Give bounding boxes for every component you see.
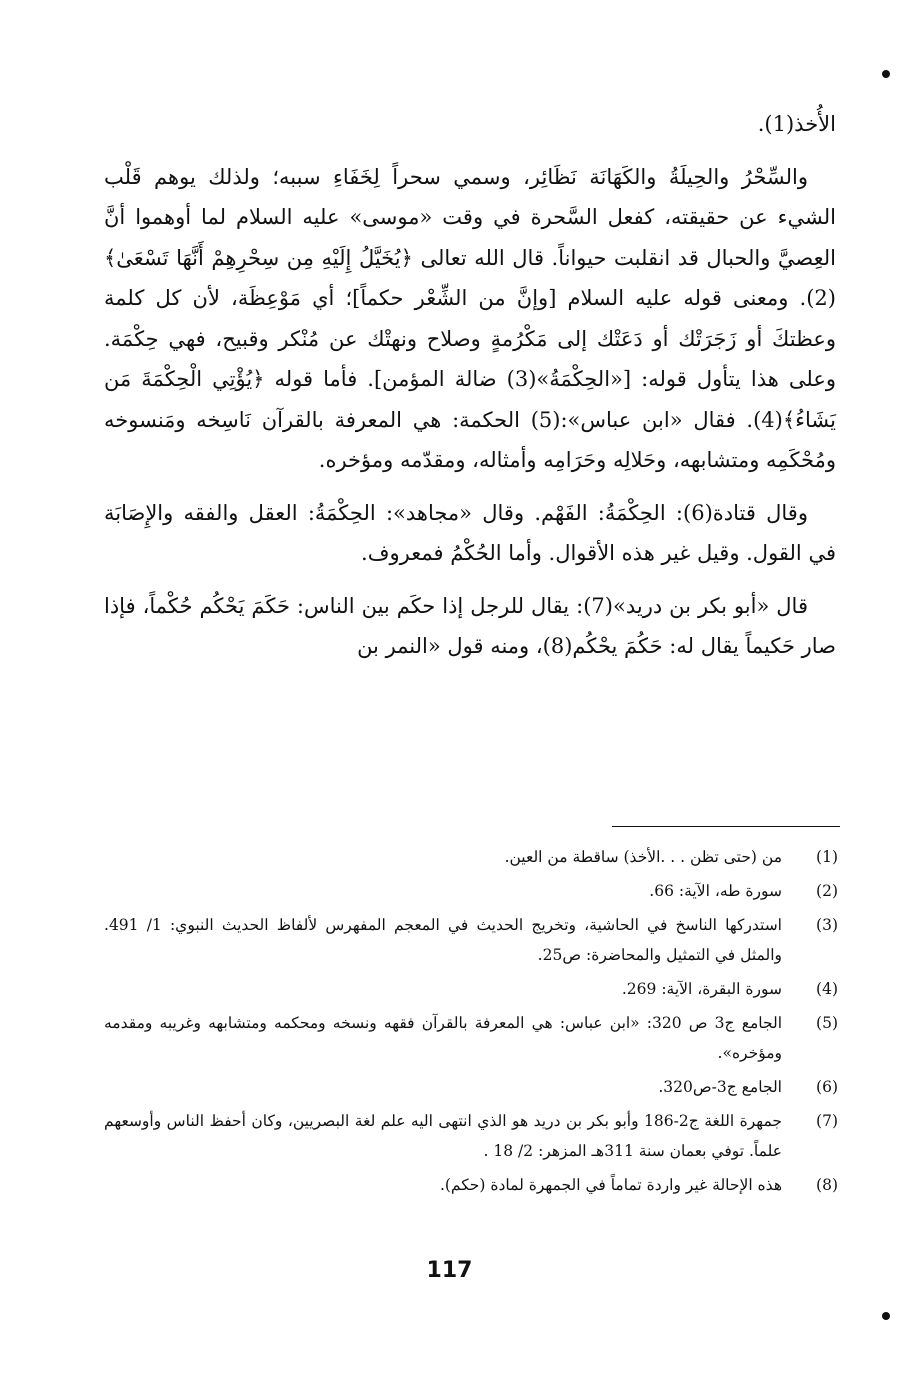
footnote-number: (7) (816, 1112, 838, 1130)
margin-dot-bottom (882, 1312, 890, 1320)
footnote-number: (1) (816, 848, 838, 866)
margin-dot-top (882, 70, 890, 78)
footnote (104, 1008, 838, 1068)
paragraph-ibn-durayd: قال «أبو بكر بن دريد»(7): يقال للرجل إذا حكَم بين الناس: حَكَمَ يَحْكُم حُكْماً، فإذا صار حَكيماً يقال له: حَكُمَ يحْكُم(8)، ومنه قول «النمر بن (104, 593, 836, 658)
footnote (104, 1170, 838, 1200)
footnote (104, 876, 838, 906)
footnote-number: (6) (816, 1078, 838, 1096)
page-number: 117 (426, 1258, 473, 1283)
footnote-number: (5) (816, 1014, 838, 1032)
footnote-text: هذه الإحالة غير واردة تماماً في الجمهرة لمادة (حكم). (439, 1176, 782, 1194)
footnote-number: (2) (816, 882, 838, 900)
footnote-text: سورة البقرة، الآية: 269. (621, 980, 782, 998)
paragraph-continuation: الأُخذ(1). (757, 112, 836, 136)
footnote (104, 974, 838, 1004)
footnote-number: (3) (816, 916, 838, 934)
footnote-text: الجامع ج3 ص 320: «ابن عباس: هي المعرفة بالقرآن فقهه ونسخه ومحكمه ومتشابهه وغريبه ومقدمه ومؤخره». (104, 1014, 783, 1062)
footnote (104, 1106, 838, 1166)
main-text (104, 104, 836, 679)
footnote-text: استدركها الناسخ في الحاشية، وتخريج الحديث في المعجم المفهرس لألفاظ الحديث النبوي: 1/ 491. والمثل في التمثيل والمحاضرة: ص25. (104, 916, 782, 964)
footnote-text: من (حتى تظن . . .الأخذ) ساقطة من العين. (504, 848, 782, 866)
footnote-text: الجامع ج3-ص320. (658, 1078, 782, 1096)
footnotes (104, 842, 838, 1204)
paragraph-qatada: وقال قتادة(6): الحِكْمَةُ: الفَهْم. وقال «مجاهد»: الحِكْمَةُ: العقل والفقه والإِصَابَة في القول. وقيل غير هذه الأقوال. وأما الحُكْمُ فمعروف. (104, 500, 836, 565)
footnote-text: جمهرة اللغة ج2-186 وأبو بكر بن دريد هو الذي انتهى اليه علم لغة البصريين، وكان أحفظ الناس وأوسعهم علماً. توفي بعمان سنة 311هـ المزهر: 2/ 18 . (104, 1112, 782, 1160)
footnote-divider (612, 826, 840, 827)
footnote (104, 842, 838, 872)
paragraph-sihr: والسِّحْرُ والحِيلَةُ والكَهَانَة نَظَائِر، وسمي سحراً لِخَفَاءِ سببه؛ ولذلك يوهم قَلْب الشيء عن حقيقته، كفعل السَّحرة في وقت «موسى» عليه السلام لما أوهموا أنَّ العِصيَّ والحبال قد انقلبت حيواناً. قال الله تعالى ﴿يُخَيَّلُ إِلَيْهِ مِن سِحْرِهِمْ أَنَّهَا تَسْعَىٰ﴾(2). ومعنى قوله عليه السلام [وإنَّ من الشِّعْر حكماً]؛ أي مَوْعِظَة، لأن كل كلمة وعظتكَ أو زَجَرَتْك أو دَعَتْك إلى مَكْرُمةٍ وصلاح ونهتْك عن مُنْكر وقبيح، فهي حِكْمَة. وعلى هذا يتأول قوله: [«الحِكْمَةُ»(3) ضالة المؤمن]. فأما قوله ﴿يُؤْتِي الْحِكْمَةَ مَن يَشَاءُ﴾(4). فقال «ابن عباس»:(5) الحكمة: هي المعرفة بالقرآن نَاسِخه ومَنسوخه ومُحْكَمِه ومتشابهه، وحَلالِه وحَرَامِه وأمثاله، ومقدّمه ومؤخره. (104, 164, 836, 472)
footnote-number: (8) (816, 1176, 838, 1194)
footnote (104, 910, 838, 970)
footnote (104, 1072, 838, 1102)
footnote-text: سورة طه، الآية: 66. (649, 882, 782, 900)
footnote-number: (4) (816, 980, 838, 998)
